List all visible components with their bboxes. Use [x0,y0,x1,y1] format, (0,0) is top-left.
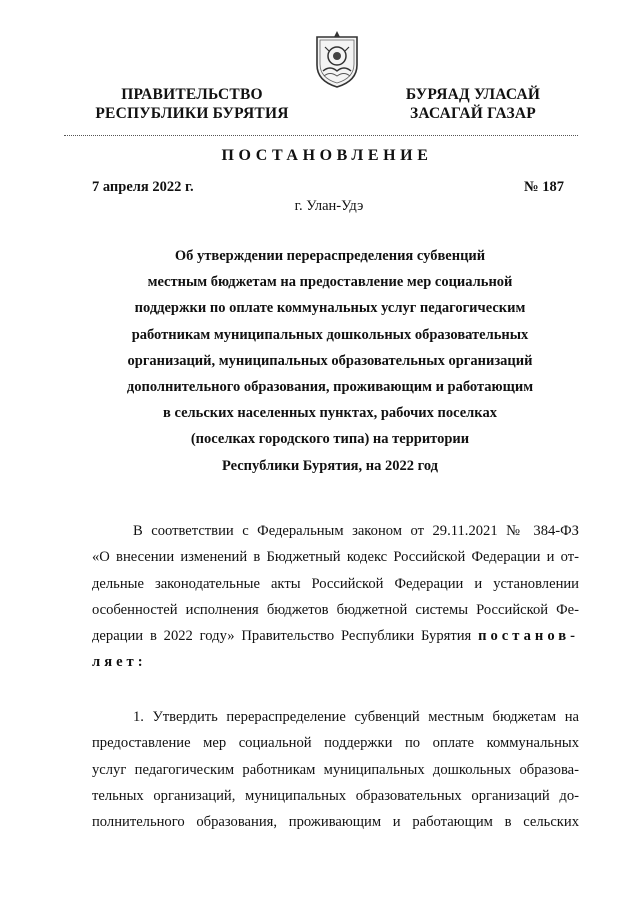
paragraph-line [92,623,579,649]
title-line: поддержки по оплате коммунальных услуг педагогическим [134,300,526,317]
paragraph-text: дерации в 2022 году» Правительство Республики Бурятия [92,628,472,645]
org-line: РЕСПУБЛИКИ БУРЯТИЯ [95,105,289,122]
title-line: Об утверждении перераспределения субвенций [174,248,486,264]
paragraph-line: полнительного образования, проживающим и работающим в сельских [92,814,579,831]
preamble-paragraph [92,518,579,676]
title-line: местным бюджетам на предоставление мер социальной [147,274,513,291]
title-line: дополнительного образования, проживающим и работающим [126,379,534,396]
paragraph-line: особенностей исполнения бюджетов бюджетной системы Российской Фе- [92,601,579,618]
title-line: Республики Бурятия, на 2022 год [221,457,439,474]
title-line: организаций, муниципальных образовательных организаций [127,352,533,369]
document-number: № 187 [524,179,564,195]
government-name-buryat [398,85,548,123]
decree-word-part2: ляет: [92,654,147,671]
title-line: в сельских населенных пунктах, рабочих поселках [163,405,497,422]
header-divider [64,135,578,136]
paragraph-line: тельных организаций, муниципальных образовательных организаций до- [92,787,579,804]
document-type: ПОСТАНОВЛЕНИЕ [221,147,433,164]
paragraph-line: В соответствии с Федеральным законом от 29.11.2021 № 384-ФЗ [133,523,579,539]
paragraph-line [92,649,579,675]
paragraph-line: «О внесении изменений в Бюджетный кодекс Российской Федерации и от- [92,549,579,566]
coat-of-arms-icon [311,27,363,89]
org-line: БУРЯАД УЛАСАЙ [405,86,541,103]
paragraph-line: дельные законодательные акты Российской Федерации и установлении [92,575,579,592]
paragraph-line: предоставление мер социальной поддержки по оплате коммунальных [92,735,579,752]
document-title [100,243,560,479]
decree-word-part1: постанов- [478,628,580,645]
paragraph-line: 1. Утвердить перераспределение субвенций местным бюджетам на [133,709,579,725]
document-date: 7 апреля 2022 г. [92,179,194,195]
org-line: ЗАСАГАЙ ГАЗАР [410,105,536,122]
government-name-russian [92,85,292,123]
title-line: работникам муниципальных дошкольных образовательных [131,326,529,343]
org-line: ПРАВИТЕЛЬСТВО [121,86,263,103]
title-line: (поселках городского типа) на территории [190,431,470,448]
document-city: г. Улан-Удэ [294,198,364,214]
paragraph-line: услуг педагогическим работникам муниципальных дошкольных образова- [92,761,579,778]
clause-1-paragraph [92,704,579,835]
